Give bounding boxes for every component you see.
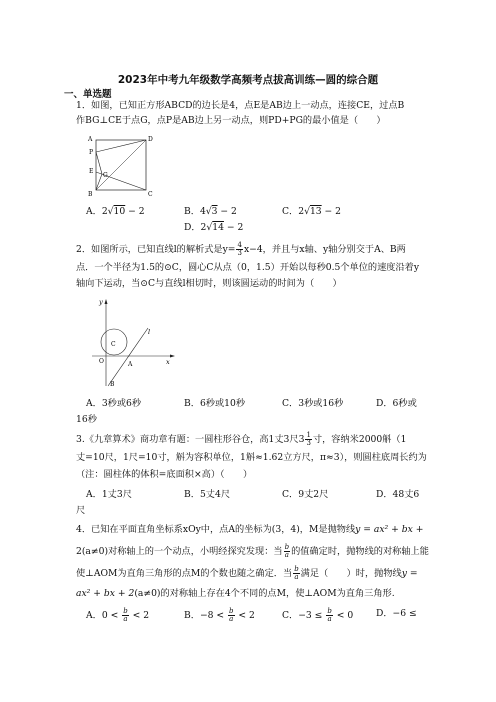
q2-option-d-cont: 16秒 xyxy=(76,414,97,425)
q1-option-a[interactable]: A．2√10 − 2 xyxy=(86,206,145,217)
q1-line-pg xyxy=(96,152,102,174)
q4-line3: 使⊥AOM为直角三角形的点M的个数也随之确定．当 $\frac{b}{a}$ 满足（ ）时，抛物线y = xyxy=(76,565,418,581)
q1-line-bd xyxy=(96,140,146,190)
q2-y-arrow xyxy=(105,299,108,304)
q2-label-o: O xyxy=(99,358,104,365)
q2-line3: 轴向下运动，当⊙C与直线l相切时，则该圆运动的时间为（ ） xyxy=(76,278,342,289)
q2-fraction: $\frac{4}{3}$ xyxy=(237,241,242,257)
q4-line2: 2(a≠0)对称轴上的一个动点，小明经探究发现：当 $\frac{b}{a}$ 的值确定时，抛物线的对称轴上能 xyxy=(76,543,429,559)
q2-label-y: y xyxy=(99,298,103,306)
section-heading: 一、单选题 xyxy=(64,89,112,100)
q4-line1: 4．已知在平面直角坐标系xOy中，点A的坐标为(3，4)，M是抛物线y = ax² + bx + xyxy=(76,524,424,535)
q2-option-c[interactable]: C．3秒或16秒 xyxy=(282,398,344,409)
q3-line1: 3.《九章算术》商功章有题：一圆柱形谷仓，高1丈3尺3 $\frac{1}{3}$ 寸，容纳米2000斛（1 xyxy=(76,431,407,447)
q1-label-g: G xyxy=(103,172,108,179)
q4-option-b[interactable]: B．−8 < $\frac{b}{a}$ < 2 xyxy=(184,607,255,623)
q3-line2: 丈=10尺，1尺=10寸，斛为容积单位，1斛≈1.62立方尺，π≈3），则圆柱底周长约为 xyxy=(76,452,427,463)
q2-line2: 点．一个半径为1.5的⊙C，圆心C从点（0，1.5）开始以每秒0.5个单位的速度沿着y xyxy=(76,262,420,273)
q2-line-l xyxy=(108,328,151,386)
q2-axes-figure xyxy=(88,294,178,390)
q1-line-bg xyxy=(96,174,102,190)
q1-label-b: B xyxy=(88,191,93,198)
q1-option-c[interactable]: C．2√13 − 2 xyxy=(282,206,342,217)
q1-label-p: P xyxy=(89,149,94,156)
q2-label-x: x xyxy=(166,358,170,366)
q2-label-b: B xyxy=(110,381,115,388)
q3-option-c[interactable]: C．9丈2尺 xyxy=(282,489,329,500)
q4-option-a[interactable]: A．0 < $\frac{b}{a}$ < 2 xyxy=(86,607,150,623)
q3-option-a[interactable]: A．1丈3尺 xyxy=(86,489,132,500)
q1-line2: 作BG⊥CE于点G，点P是AB边上另一动点，则PD+PG的最小值是（ ） xyxy=(76,115,386,126)
q2-label-a: A xyxy=(128,361,133,368)
q2-option-a[interactable]: A．3秒或6秒 xyxy=(86,398,142,409)
q1-square-figure xyxy=(86,132,156,198)
q1-line1: 1．如图，已知正方形ABCD的边长是4，点E是AB边上一动点，连接CE，过点B xyxy=(76,100,405,111)
page-title: 2023年中考九年级数学高频考点拔高训练—圆的综合题 xyxy=(117,74,379,86)
q3-option-b[interactable]: B．5丈4尺 xyxy=(184,489,231,500)
q1-label-a: A xyxy=(88,136,93,143)
q2-label-l: l xyxy=(148,328,151,336)
q2-option-b[interactable]: B．6秒或10秒 xyxy=(184,398,246,409)
q2-option-d[interactable]: D．6秒或 xyxy=(376,398,417,409)
q4-option-d[interactable]: D．−6 ≤ xyxy=(376,608,417,619)
q1-label-d: D xyxy=(148,136,153,143)
q1-option-d[interactable]: D．2√14 − 2 xyxy=(184,222,244,233)
q4-fraction-2: $\frac{b}{a}$ xyxy=(294,565,299,581)
q3-option-d-cont: 尺 xyxy=(76,505,86,516)
q4-option-c[interactable]: C．−3 ≤ $\frac{b}{a}$ < 0 xyxy=(282,607,354,623)
q1-label-e: E xyxy=(89,168,94,175)
q1-option-b[interactable]: B．4√3 − 2 xyxy=(184,206,237,217)
q1-label-c: C xyxy=(148,191,153,198)
q1-line-pd xyxy=(96,140,146,152)
q4-line4: ax² + bx + 2(a≠0)的对称轴上存在4个不同的点M，使⊥AOM为直角三角形. xyxy=(76,588,395,599)
q2-label-c: C xyxy=(111,341,116,348)
q3-line3: （注：圆柱体的体积=底面积×高）（ ） xyxy=(76,469,253,480)
q2-x-arrow xyxy=(170,355,175,358)
q2-line1: 2．如图所示，已知直线l的解析式是y= $\frac{4}{3}$ x−4，并且与x轴、y轴分别交于A、B两 xyxy=(76,241,406,257)
q4-fraction-1: $\frac{b}{a}$ xyxy=(284,543,290,559)
q3-fraction: $\frac{1}{3}$ xyxy=(306,431,311,447)
q3-option-d[interactable]: D．48丈6 xyxy=(376,489,420,500)
